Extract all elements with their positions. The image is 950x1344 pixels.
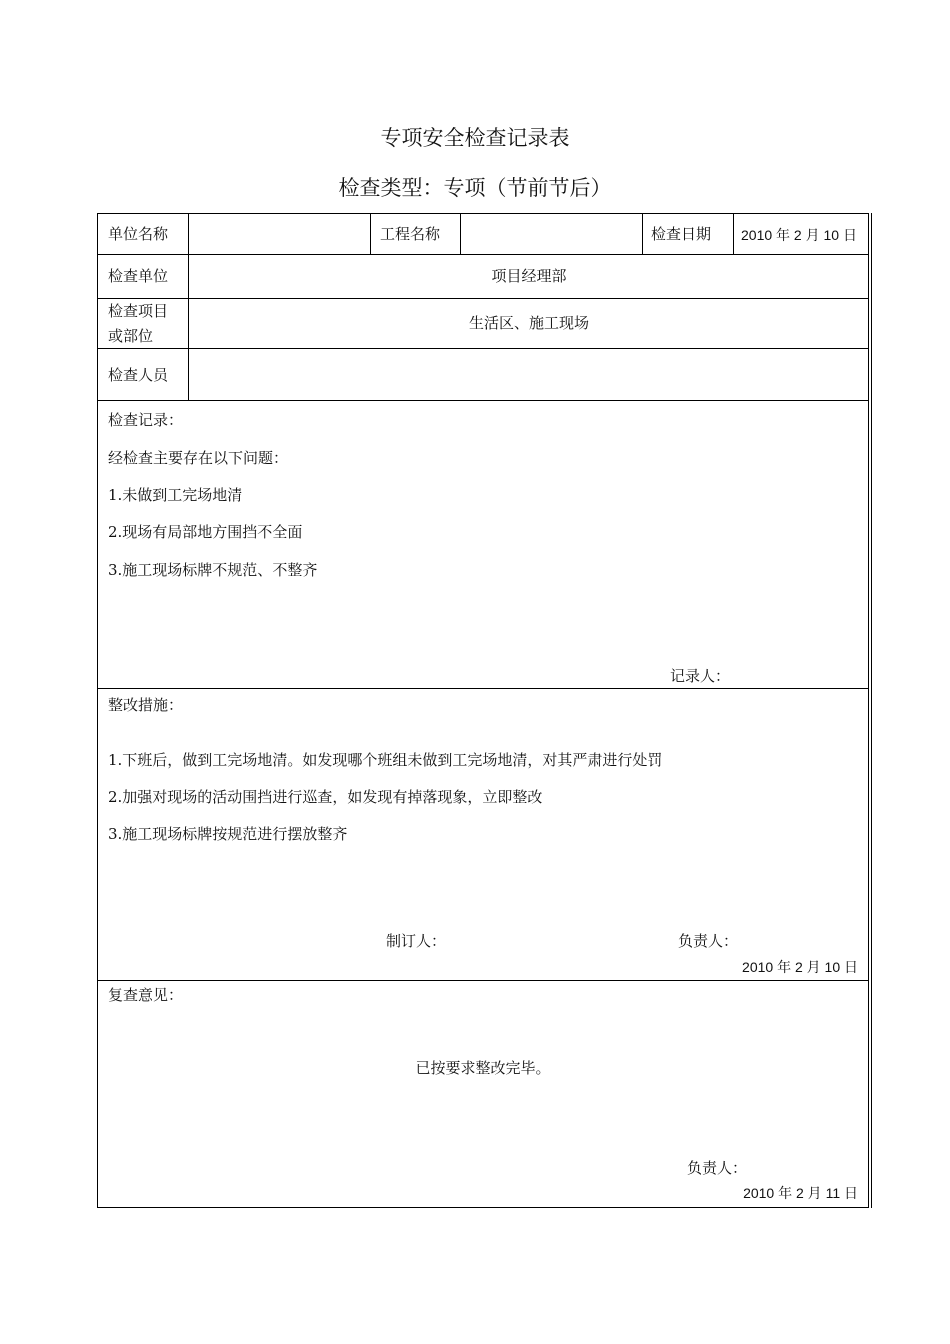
row-divider [98, 688, 868, 689]
row-divider [98, 348, 868, 349]
unit-name-label: 单位名称 [108, 225, 169, 243]
review-opinion: 已按要求整改完毕。 [415, 1059, 551, 1077]
rectification-heading: 整改措施： [108, 696, 184, 714]
rectification-item: 2.加强对现场的活动围挡进行巡查，如发现有掉落现象，立即整改 [108, 788, 543, 806]
review-date: 2010 年 2 月 11 日 [743, 1185, 858, 1201]
inspecting-unit-label: 检查单位 [108, 267, 169, 285]
record-item: 2.现场有局部地方围挡不全面 [108, 523, 303, 541]
column-divider [370, 214, 371, 254]
record-item: 3.施工现场标牌不规范、不整齐 [108, 561, 318, 579]
rectification-date: 2010 年 2 月 10 日 [742, 959, 858, 975]
column-divider [460, 214, 461, 254]
row-divider [98, 298, 868, 299]
column-divider [733, 214, 734, 254]
row-divider [98, 400, 868, 401]
record-intro: 经检查主要存在以下问题： [108, 449, 289, 467]
recorder-label: 记录人： [670, 667, 731, 685]
inspection-item-label-line2: 或部位 [108, 327, 154, 345]
check-date-label: 检查日期 [651, 225, 712, 243]
document-title: 专项安全检查记录表 [380, 126, 570, 150]
check-date-value: 2010 年 2 月 10 日 [741, 227, 857, 243]
column-divider [188, 214, 189, 400]
inspection-record-table [97, 213, 869, 1208]
row-divider [98, 254, 868, 255]
inspection-item-label-line1: 检查项目 [108, 302, 169, 320]
inspection-item-value: 生活区、施工现场 [468, 314, 589, 332]
column-divider [642, 214, 643, 254]
record-item: 1.未做到工完场地清 [108, 486, 243, 504]
row-divider [98, 980, 868, 981]
rectification-responsible-label: 负责人： [678, 932, 739, 950]
record-heading: 检查记录： [108, 411, 184, 429]
rectification-item: 1.下班后，做到工完场地清。如发现哪个班组未做到工完场地清，对其严肃进行处罚 [108, 751, 663, 769]
maker-label: 制订人： [386, 932, 447, 950]
project-name-label: 工程名称 [380, 225, 441, 243]
review-responsible-label: 负责人： [687, 1159, 748, 1177]
inspection-type: 检查类型：专项（节前节后） [338, 176, 612, 200]
inspecting-unit-value: 项目经理部 [491, 267, 567, 285]
inspectors-label: 检查人员 [108, 366, 169, 384]
review-heading: 复查意见： [108, 986, 184, 1004]
rectification-item: 3.施工现场标牌按规范进行摆放整齐 [108, 825, 348, 843]
